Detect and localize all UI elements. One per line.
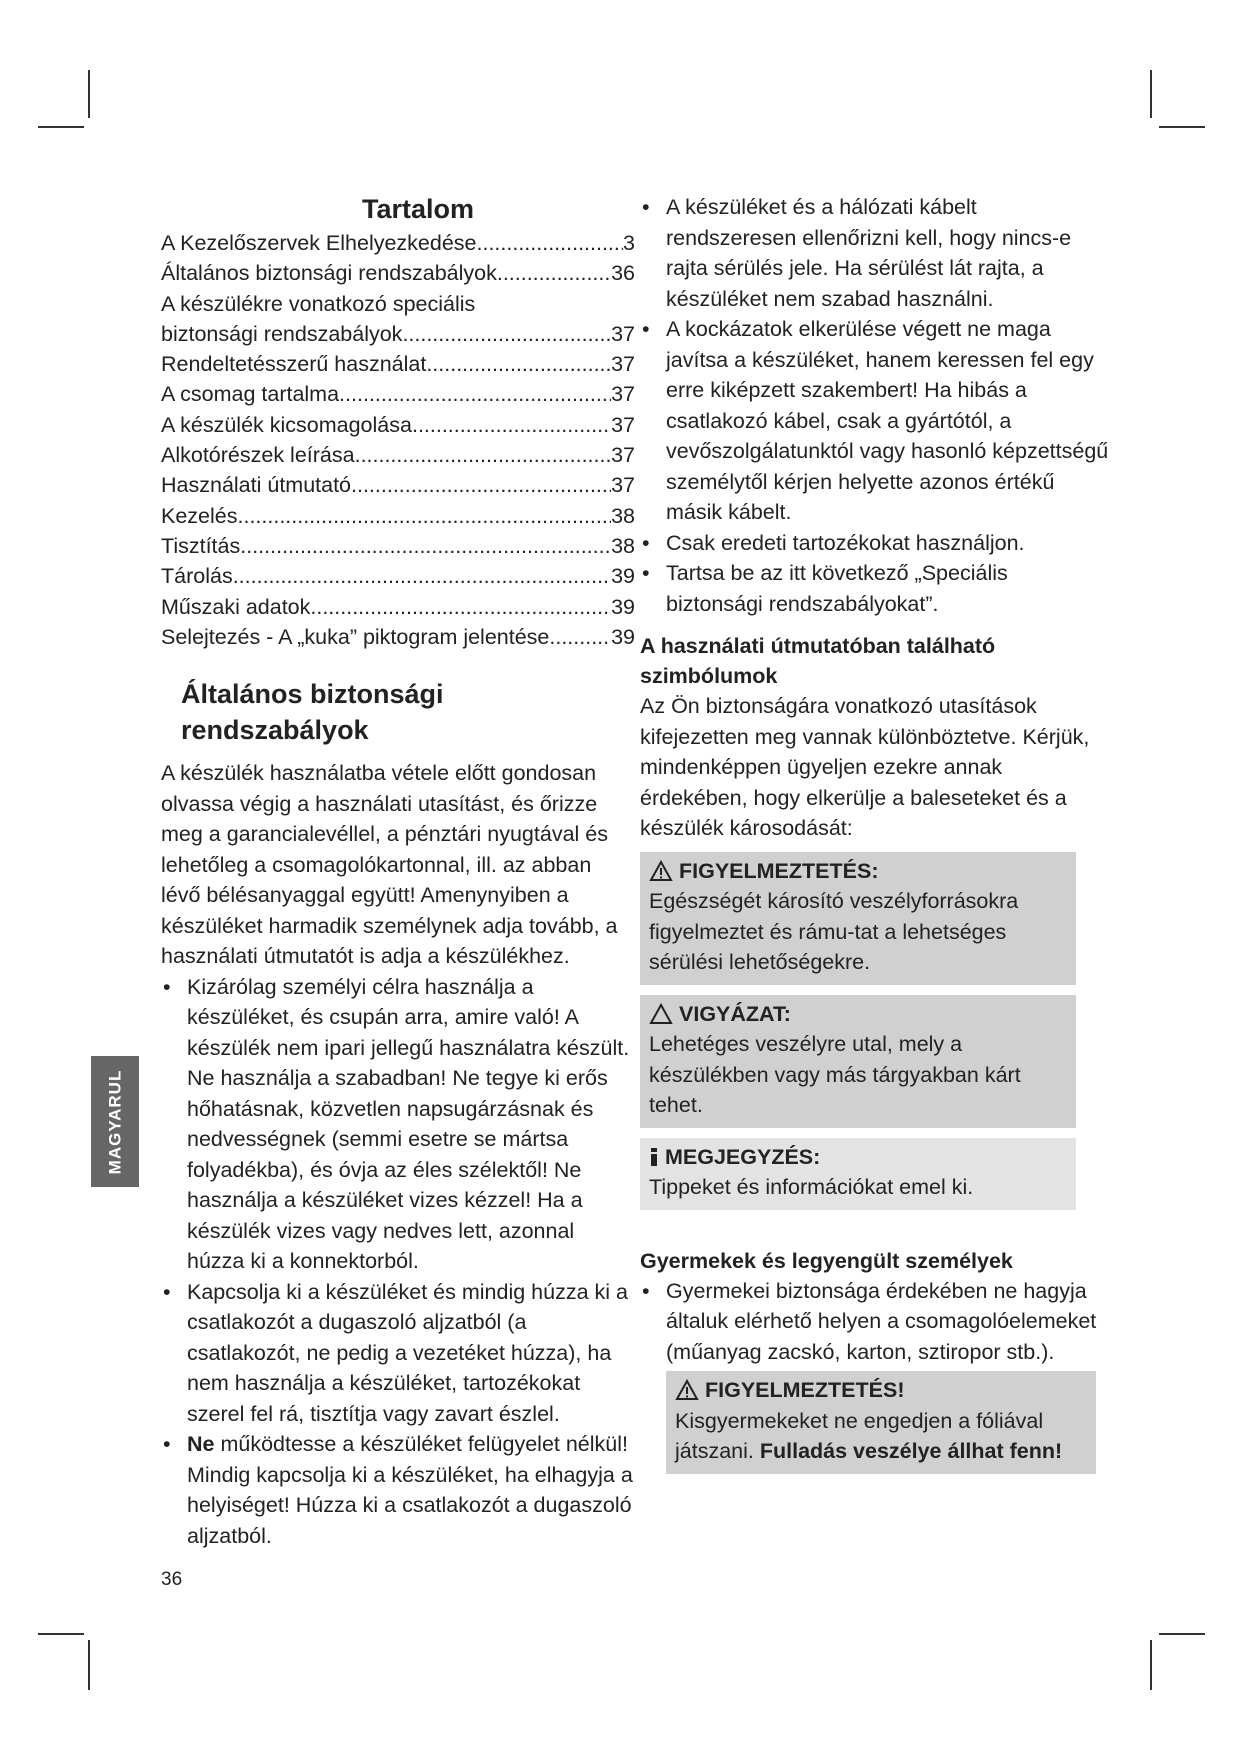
bullet-personal-use: • Kizárólag személyi célra használja a készüléket, és csupán arra, amire való! A készülék nem ipari jellegű használatra készült. Ne használja a szabadban! Ne tegye ki erős hőhatásnak, közvetlen napsugárzásnak és nedvességnek (semmi esetre se mártsa folyadékba), és óvja az éles szélektől! Ne használja a készüléket vizes kézzel! Ha a készülék vizes vagy nedves lett, azonnal húzza ki a konnektorból.: [161, 972, 635, 1277]
general-intro: A készülék használatba vétele előtt gondosan olvassa végig a használati utasítást, és őrizze meg a garancialevéllel, a pénztári nyugtával és lehetőleg a csomagolókartonnal, ill. az abban lévő bélésanyaggal együtt! Amenynyiben a készüléket harmadik személynek adja tovább, a használati útmutatót is adja a készülékhez.: [161, 761, 618, 969]
toc-title: Tartalom: [361, 194, 475, 224]
crop-mark: [1150, 70, 1152, 118]
bullet-outdoor-text: Ne használja a szabadban! Ne tegye ki erős hőhatásnak, közvetlen napsugárzásnak és nedvességnek (semmi esetre se mártsa folyadékba), és óvja az éles szélektől! Ne használja a készüléket vizes kézzel! Ha a készülék vizes vagy nedves lett, azonnal húzza ki a konnektorból.: [187, 1066, 608, 1274]
crop-mark: [88, 1640, 90, 1690]
general-safety-title: Általános biztonsági rendszabályok: [181, 679, 444, 746]
bullet-original-accessories: • Csak eredeti tartozékokat használjon.: [640, 528, 1110, 559]
language-side-tab: MAGYARUL: [91, 1056, 139, 1187]
child-warning-box: [666, 1371, 1096, 1474]
crop-mark: [1150, 1640, 1152, 1690]
toc-entry: Alkotórészek leírása ..... 37: [161, 440, 635, 470]
toc-entry: Általános biztonsági rendszabályok ..... 36: [161, 258, 635, 288]
caution-triangle-icon: [649, 1003, 673, 1025]
toc-entry: Rendeltetésszerű használat ..... 37: [161, 349, 635, 379]
toc-entry: Műszaki adatok ..... 39: [161, 592, 635, 622]
crop-mark: [88, 70, 90, 118]
warning-box: [640, 852, 1076, 985]
toc-list: [161, 228, 635, 652]
right-column: [640, 192, 1110, 1474]
children-title: Gyermekek és legyengült személyek: [640, 1248, 1013, 1273]
page-number: 36: [161, 1569, 183, 1590]
left-column: [161, 192, 635, 1551]
symbols-title: A használati útmutatóban található szimbólumok: [640, 634, 996, 688]
bullet-special-rules: • Tartsa be az itt következő „Speciális biztonsági rendszabályokat”.: [640, 558, 1110, 619]
warning-triangle-icon: [675, 1379, 699, 1401]
warning-head: FIGYELMEZTETÉS:: [649, 856, 1067, 887]
warning-text: Egészségét károsító veszélyforrásokra figyelmeztet és rámu-tat a lehetséges sérülési lehetőségekre.: [649, 889, 1019, 974]
caution-box: [640, 995, 1076, 1128]
children-bullets: [640, 1276, 1110, 1368]
note-box: [640, 1138, 1076, 1210]
bullet-packaging: • Gyermekei biztonsága érdekében ne hagyja általuk elérhető helyen a csomagolóelemeket (műanyag zacskó, karton, sztiropor stb.).: [640, 1276, 1110, 1368]
info-icon: [649, 1146, 659, 1168]
toc-entry: Selejtezés - A „kuka” piktogram jelentése ..... 39: [161, 622, 635, 652]
toc-entry: A készülékre vonatkozó speciális: [161, 291, 476, 316]
toc-entry: A csomag tartalma ..... 37: [161, 379, 635, 409]
toc-entry: biztonsági rendszabályok ..... 37: [161, 319, 635, 349]
general-bullets: [161, 972, 635, 1552]
crop-mark: [1159, 1633, 1205, 1635]
bullet-unattended: • Ne működtesse a készüléket felügyelet nélkül! Mindig kapcsolja ki a készüléket, ha elhagyja a helyiséget! Húzza ki a csatlakozót a dugaszoló aljzatból.: [161, 1429, 635, 1551]
toc-entry: Tisztítás ..... 38: [161, 531, 635, 561]
toc-entry: A Kezelőszervek Elhelyezkedése ..... 3: [161, 228, 635, 258]
toc-entry: Kezelés ..... 38: [161, 501, 635, 531]
crop-mark: [38, 1633, 84, 1635]
crop-mark: [38, 126, 84, 128]
toc-entry: A készülék kicsomagolása ..... 37: [161, 410, 635, 440]
toc-entry: Tárolás ..... 39: [161, 561, 635, 591]
caution-text: Lehetéges veszélyre utal, mely a készülékben vagy más tárgyakban kárt tehet.: [649, 1032, 1021, 1117]
bullet-unplug: • Kapcsolja ki a készüléket és mindig húzza ki a csatlakozót a dugaszoló aljzatból (a csatlakozót, ne pedig a vezetéket húzza), ha nem használja a készüléket, tartozékokat szerel fel rá, tisztítja vagy zavart észlel.: [161, 1277, 635, 1430]
child-warning-text: Kisgyermekeket ne engedjen a fóliával játszani. Fulladás veszélye állhat fenn!: [675, 1408, 1063, 1463]
caution-head: VIGYÁZAT:: [649, 999, 1067, 1030]
child-warning-head: FIGYELMEZTETÉS!: [675, 1375, 1087, 1406]
note-text: Tippeket és információkat emel ki.: [649, 1175, 974, 1199]
bullet-check-cable: • A készüléket és a hálózati kábelt rendszeresen ellenőrizni kell, hogy nincs-e rajta sérülés jele. Ha sérülést lát rajta, a készüléket nem szabad használni.: [640, 192, 1110, 314]
note-head: MEGJEGYZÉS:: [649, 1142, 1067, 1173]
warning-triangle-icon: [649, 860, 673, 882]
right-bullets: [640, 192, 1110, 619]
toc-entry: Használati útmutató ..... 37: [161, 470, 635, 500]
crop-mark: [1159, 126, 1205, 128]
symbols-intro: Az Ön biztonságára vonatkozó utasítások kifejezetten meg vannak különböztetve. Kérjük, mindenképpen ügyeljen ezekre annak érdekében, hogy elkerülje a baleseteket és a készülék károsodását:: [640, 694, 1090, 840]
bullet-repair: • A kockázatok elkerülése végett ne maga javítsa a készüléket, hanem keressen fel egy erre kiképzett szakembert! Ha hibás a csatlakozó kábel, csak a gyártótól, a vevőszolgálatunktól vagy hasonló képzettségű személytől kérjen helyette azonos értékű másik kábelt.: [640, 314, 1110, 528]
